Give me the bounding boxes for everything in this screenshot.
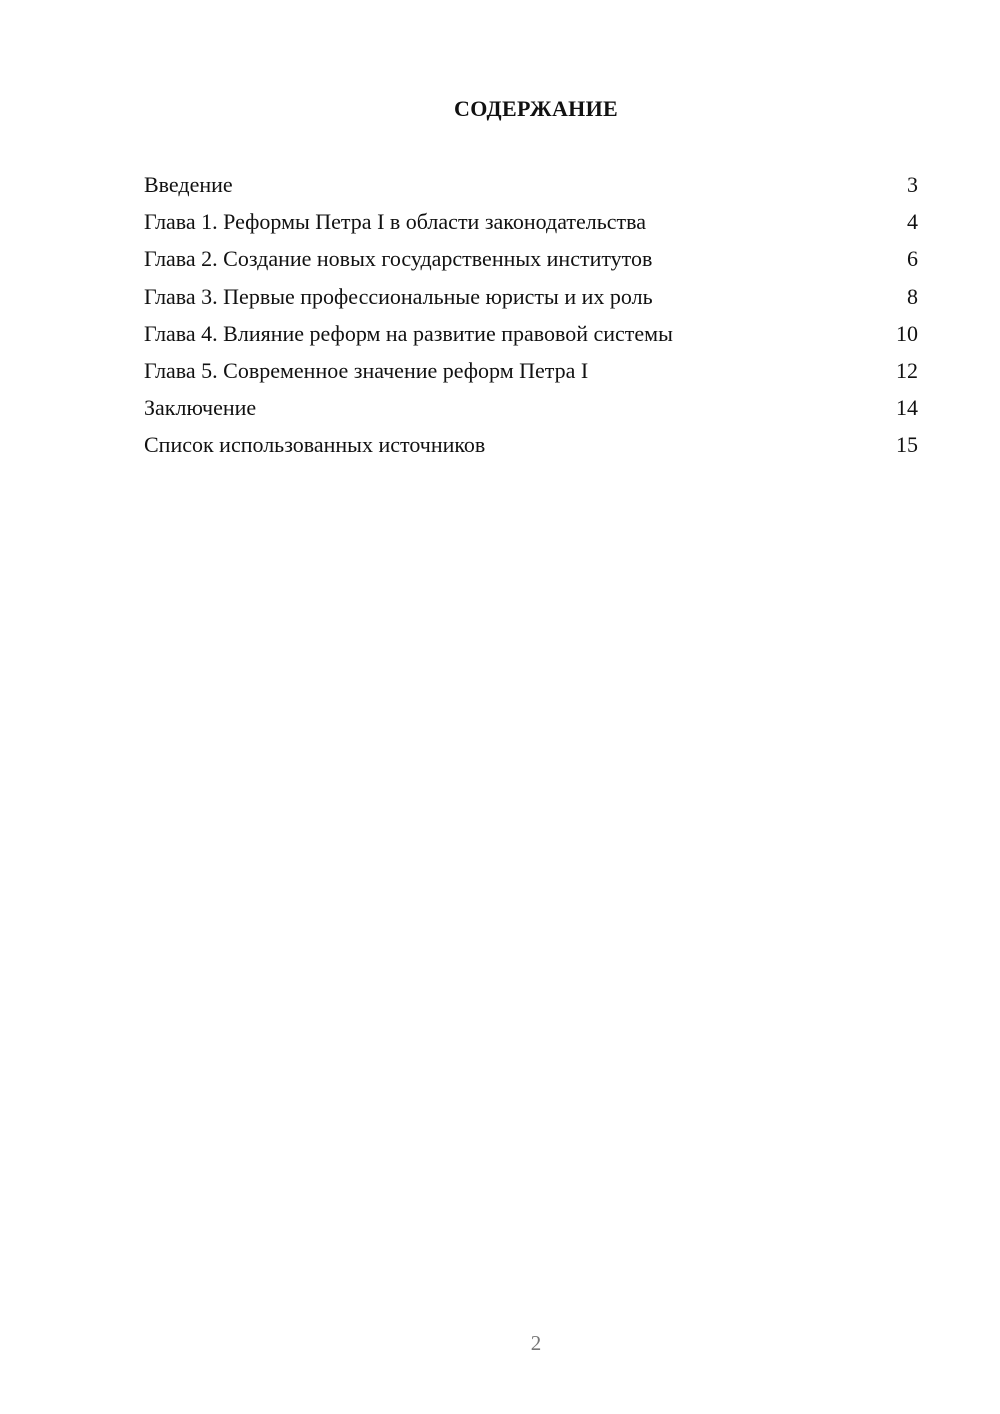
- toc-entry-page: 14: [896, 395, 918, 421]
- toc-entry-page: 10: [896, 320, 918, 346]
- toc-entry-chapter-1: [144, 203, 918, 240]
- toc-entry-label: Глава 3. Первые профессиональные юристы и их роль: [144, 283, 653, 309]
- toc-entry-label: Глава 2. Создание новых государственных институтов: [144, 246, 653, 272]
- toc-entry-chapter-5: [144, 352, 918, 389]
- toc-entry-page: 12: [896, 357, 918, 383]
- toc-entry-page: 8: [907, 283, 918, 309]
- toc-entry-chapter-4: [144, 315, 918, 352]
- toc-entry-label: Список использованных источников: [144, 432, 486, 458]
- toc-entry-page: 15: [896, 432, 918, 458]
- toc-entry-references: [144, 426, 918, 463]
- toc-entry-label: Глава 5. Современное значение реформ Петра I: [144, 357, 589, 383]
- toc-entry-page: 6: [907, 246, 918, 272]
- toc-entry-label: Глава 1. Реформы Петра I в области законодательства: [144, 209, 647, 235]
- toc-entry-chapter-3: [144, 278, 918, 315]
- toc-entry-page: 4: [907, 209, 918, 235]
- table-of-contents: [144, 166, 918, 464]
- toc-entry-conclusion: [144, 389, 918, 426]
- toc-title: СОДЕРЖАНИЕ: [454, 96, 618, 121]
- toc-entry-introduction: [144, 166, 918, 203]
- toc-entry-label: Заключение: [144, 395, 257, 421]
- toc-entry-label: Введение: [144, 172, 233, 197]
- page-number: 2: [530, 1331, 542, 1355]
- toc-entry-chapter-2: [144, 240, 918, 277]
- toc-entry-page: 3: [907, 172, 918, 197]
- toc-entry-label: Глава 4. Влияние реформ на развитие правовой системы: [144, 320, 673, 346]
